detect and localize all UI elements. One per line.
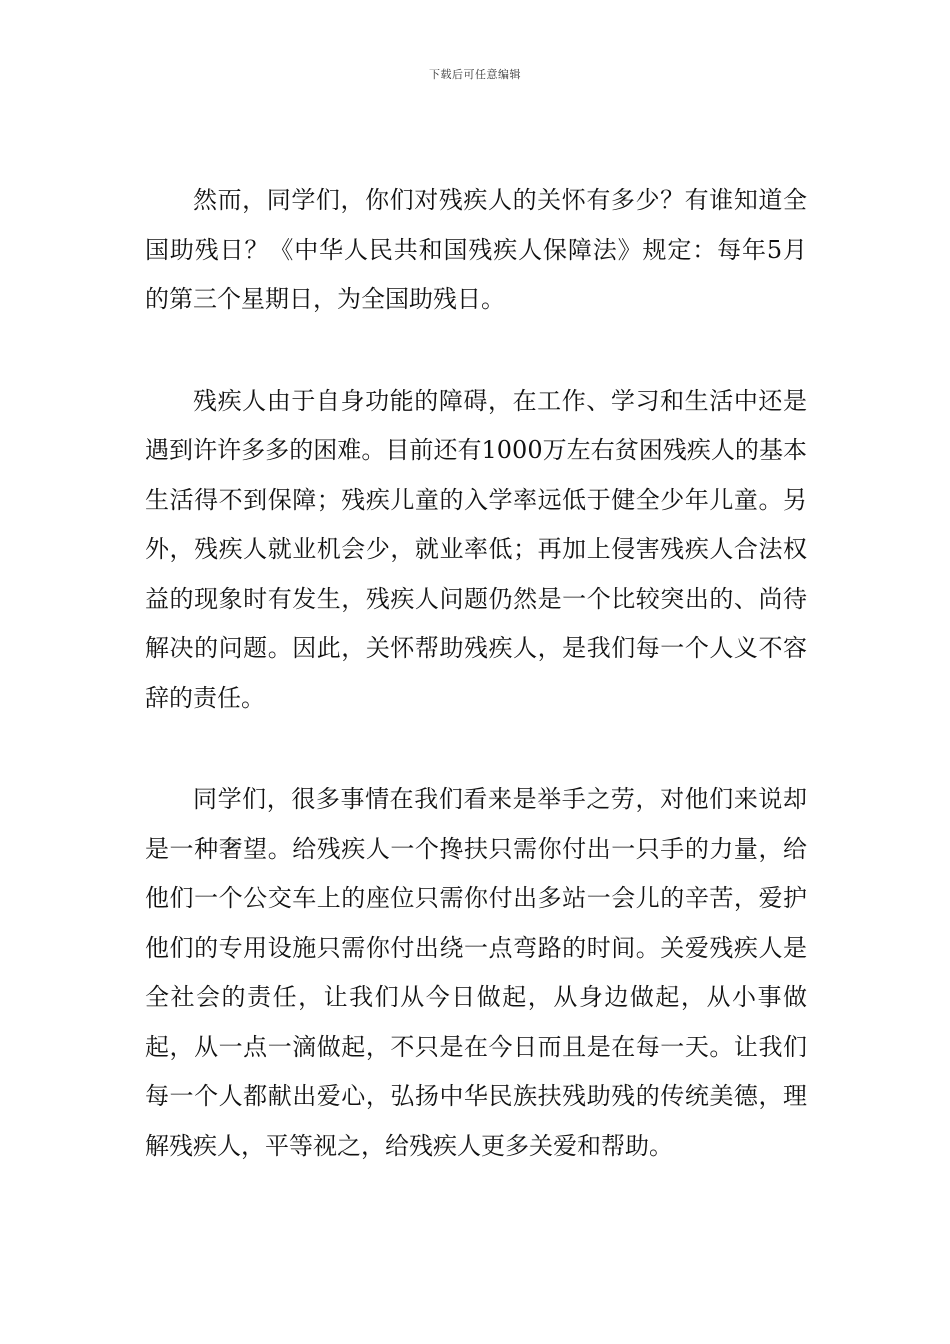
paragraph-3: 同学们，很多事情在我们看来是举手之劳，对他们来说却是一种奢望。给残疾人一个搀扶只需你付出一只手的力量，给他们一个公交车上的座位只需你付出多站一会儿的辛苦，爱护他们的专用设施只需你付出绕一点弯路的时间。关爱残疾人是全社会的责任，让我们从今日做起，从身边做起，从小事做起，从一点一滴做起，不只是在今日而且是在每一天。让我们每一个人都献出爱心，弘扬中华民族扶残助残的传统美德，理解残疾人，平等视之，给残疾人更多关爱和帮助。: [145, 785, 807, 1160]
paragraph-2: 残疾人由于自身功能的障碍，在工作、学习和生活中还是遇到许许多多的困难。目前还有1000万左右贫困残疾人的基本生活得不到保障；残疾儿童的入学率远低于健全少年儿童。另外，残疾人就业机会少，就业率低；再加上侵害残疾人合法权益的现象时有发生，残疾人问题仍然是一个比较突出的、尚待解决的问题。因此，关怀帮助残疾人，是我们每一个人义不容辞的责任。: [145, 386, 807, 712]
document-body: [145, 176, 807, 1171]
paragraph-1: 然而，同学们，你们对残疾人的关怀有多少？有谁知道全国助残日？《中华人民共和国残疾人保障法》规定：每年5月的第三个星期日，为全国助残日。: [145, 186, 807, 313]
page-header-note: 下载后可任意编辑: [429, 68, 521, 81]
